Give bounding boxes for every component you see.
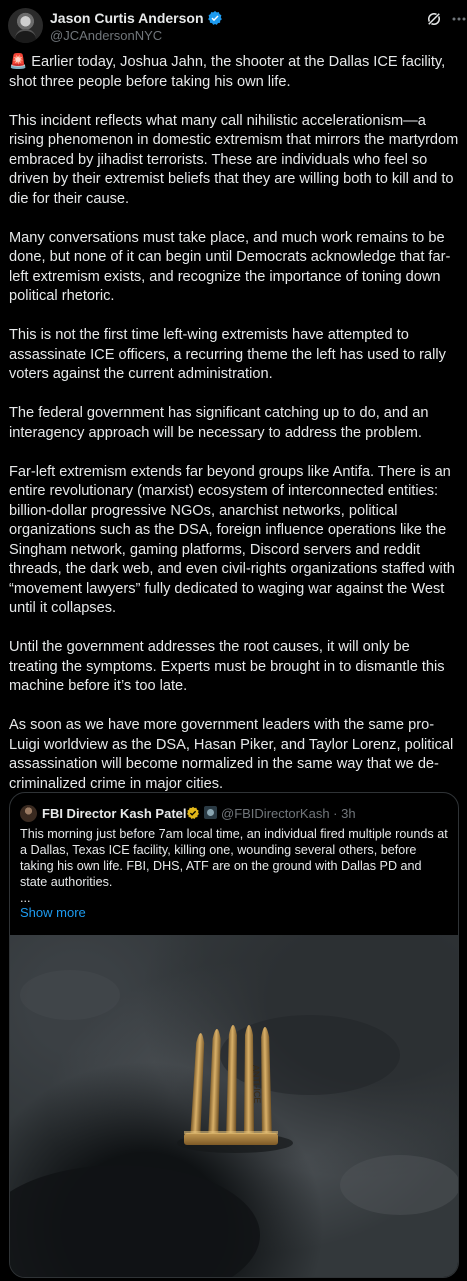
quoted-author-handle[interactable]: @FBIDirectorKash · 3h — [221, 806, 356, 821]
quoted-author-avatar[interactable] — [20, 805, 37, 822]
post-paragraph: This is not the first time left-wing extremists have attempted to assassinate ICE officers, a recurring theme the left has used to rally voters against the current administration. — [9, 327, 446, 382]
post-paragraph: 🚨 Earlier today, Joshua Jahn, the shooter at the Dallas ICE facility, shot three people before taking his own life. — [9, 54, 446, 90]
more-icon[interactable] — [451, 10, 467, 28]
show-more-link[interactable]: Show more — [20, 905, 86, 920]
cartridge-group — [184, 1025, 278, 1145]
post-body — [9, 53, 459, 814]
author-name[interactable] — [50, 10, 223, 26]
post-paragraph: This incident reflects what many call nihilistic accelerationism—a rising phenomenon in domestic extremism that mirrors the martyrdom embraced by jihadist terrorists. These are individuals who feel so driven by their extremist beliefs that they are willing both to kill and to die for their cause. — [9, 112, 459, 207]
quoted-post-text: This morning just before 7am local time, an individual fired multiple rounds at a Dallas, Texas ICE facility, killing one, wounding several others, before taking his own life. FBI, DHS, ATF are on the ground with Dallas PD and state authorities. — [20, 827, 448, 889]
post-paragraph: The federal government has significant catching up to do, and an interagency approach will be necessary to address the problem. — [9, 405, 429, 441]
post-header — [0, 0, 467, 52]
quoted-author-name[interactable]: FBI Director Kash Patel — [42, 806, 187, 821]
author-avatar[interactable] — [8, 8, 43, 43]
government-badge-icon — [204, 806, 217, 819]
cartridges-photo — [10, 935, 459, 1278]
post-paragraph: Many conversations must take place, and much work remains to be done, but none of it can begin until Democrats acknowledge that far-left extremism exists, and recognize the importance of toning down political rhetoric. — [9, 229, 451, 304]
post-paragraph: As soon as we have more government leaders with the same pro-Luigi worldview as the DSA, Hasan Piker, and Taylor Lorenz, political assassination will become normalized in the same way that we de-criminalized crime in major cities. — [9, 717, 454, 792]
grok-icon[interactable] — [425, 10, 443, 28]
post-paragraph: Until the government addresses the root causes, it will only be treating the symptoms. Experts must be brought in to dismantle this machine before it’s too late. — [9, 639, 445, 694]
cartridge-inscription: ANTI-ICE — [251, 1064, 263, 1104]
author-name-text[interactable]: Jason Curtis Anderson — [50, 10, 204, 26]
quoted-post-ellipsis: ... — [20, 891, 31, 905]
verified-badge-icon — [207, 10, 223, 26]
quoted-post[interactable] — [9, 792, 459, 1278]
author-handle[interactable]: @JCAndersonNYC — [50, 28, 163, 43]
verified-badge-icon — [186, 806, 200, 820]
quoted-post-photo[interactable] — [10, 935, 459, 1278]
post-paragraph: Far-left extremism extends far beyond groups like Antifa. There is an entire revolutionary (marxist) ecosystem of interconnected entities: billion-dollar progressive NGOs, anarchist networks, political organizations such as the DSA, foreign influence operations like the Singham network, gaming platforms, Discord servers and reddit threads, the dark web, and even civil-rights organizations staffed with “movement lawyers” fully dedicated to waging war against the West until it collapses. — [9, 463, 455, 616]
